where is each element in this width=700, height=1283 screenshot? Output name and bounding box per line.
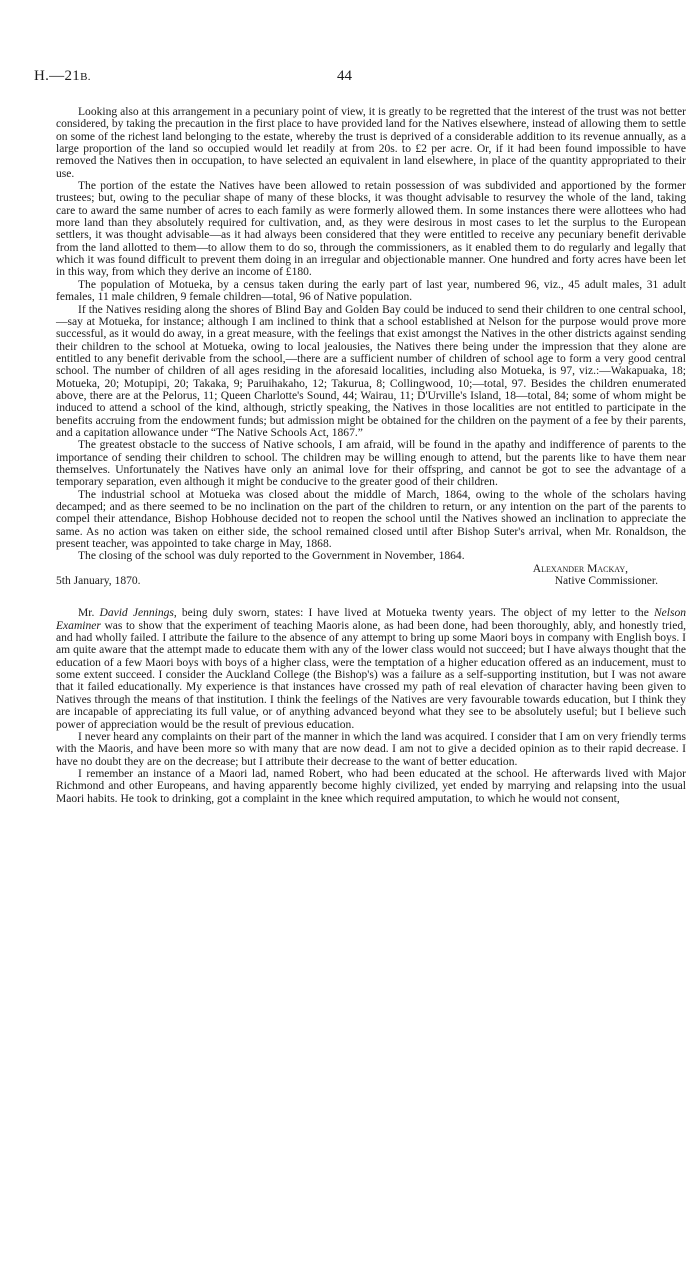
signatory-title: Native Commissioner. (554, 575, 658, 588)
paragraph: The greatest obstacle to the success of Native schools, I am afraid, will be found in the apathy and indifference of parents to the importance of sending their children to school. The children may be willing enough to attend, but the parents like to have them near themselves. Unfortunately the Natives have only an animal love for their offspring, and cannot be got to see the advantage of a temporary separation, even although it might be conducive to the greater good of their children. (56, 439, 686, 489)
section-gap (56, 587, 686, 607)
paragraph: If the Natives residing along the shores of Blind Bay and Golden Bay could be induced to send their children to one central school,—say at Motueka, for instance; although I am inclined to think that a school established at Nelson for the purpose would prove more successful, as it would do away, in a great measure, with the feelings that exist amongst the Natives in the other districts against sending their children to the school at Motueka, owing to local jealousies, the Natives there being under the impression that they alone are entitled to any benefit derivable from the school,—there are a sufficient number of children of school age to form a very good central school. The number of children of all ages residing in the aforesaid localities, including also Motueka, is 97, viz.:—Wakapuaka, 18; Motueka, 20; Motupipi, 20; Takaka, 9; Paruihakaho, 12; Takurua, 8; Collingwood, 10;—total, 97. Besides the children enumerated above, there are at the Pelorus, 11; Queen Charlotte's Sound, 44; Wairau, 11; D'Urville's Island, 18—total, 84; some of whom might be induced to attend a school of the kind, although, strictly speaking, the Natives in those localities are not entitled to participate in the benefits accruing from the endowment funds; but admission might be obtained for the children on the payment of a fee by their parents, and a capitation allowance under “The Native Schools Act, 1867.” (56, 303, 686, 439)
signature-date: 5th January, 1870. (56, 575, 141, 588)
paragraph: The closing of the school was duly reported to the Government in November, 1864. (78, 550, 465, 563)
paragraph: Looking also at this arrangement in a pecuniary point of view, it is greatly to be regretted that the interest of the trust was not better considered, by taking the precaution in the first place to have provided land for the Natives elsewhere, instead of allowing them to settle on some of the richest land belonging to the estate, whereby the trust is deprived of a considerable addition to its revenue annually, as a large proportion of the land so occupied would let readily at from 20s. to £2 per acre. Or, if it had been found impossible to have removed the Natives then in occupation, to have selected an equivalent in land elsewhere, in place of the quantity appropriated to their use. (56, 106, 686, 180)
reference-code: H.—21 (34, 68, 81, 84)
page-number: 44 (337, 68, 352, 84)
paragraph: The industrial school at Motueka was closed about the middle of March, 1864, owing to the whole of the scholars having decamped; and as there seemed to be no inclination on the part of the children to return, or any intention on the part of the parents to compel their attendance, Bishop Hobhouse decided not to reopen the school until the Natives showed an inclination to appreciate the same. As no action was taken on either side, the school remained closed until after Bishop Suter's arrival, when Mr. Ronaldson, the present teacher, was appointed to take charge in May, 1868. (56, 488, 686, 551)
witness-name: David Jennings (99, 607, 174, 620)
testimony-paragraph: I never heard any complaints on their part of the manner in which the land was acquired. I consider that I am on very friendly terms with the Maoris, and have been more so with many that are now dead. I am not to give a decided opinion as to their rapid decrease. I have no doubt they are on the decrease; but I attribute their decrease to the want of better education. (56, 730, 686, 768)
reference-suffix: B. (80, 71, 91, 83)
report-body (56, 106, 686, 805)
signature-line (56, 575, 686, 587)
signatory-name: Alexander Mackay, (532, 562, 628, 575)
testimony-intro: Mr. David Jennings, being duly sworn, states: I have lived at Motueka twenty years. The object of my letter to the Nelson Examiner was to show that the experiment of teaching Maoris alone, as had been done, had been thoroughly, ably, and honestly tried, and had wholly failed. I attribute the failure to the absence of any attempt to bring up some Maori boys in company with English boys. I am quite aware that the attempt made to educate them with any of the lower class would not succeed; but I have always thought that the education of a few Maori boys with boys of a higher class, were the temptation of a higher education offered as an inducement, must to some extent succeed. I consider the Auckland College (the Bishop's) was a failure as a self-supporting institution, but I was not aware that it failed educationally. My experience is that instances have crossed my path of real elevation of character having been given to Natives through the means of that institution. I think the feelings of the Natives are very favourable towards education, but I think they are incapable of appreciating its full value, or of anything advanced beyond what they see to be absolutely useful; but I believe such power of appreciation would be the result of previous education. (56, 607, 687, 731)
testimony-paragraph: I remember an instance of a Maori lad, named Robert, who had been educated at the school. He afterwards lived with Major Richmond and other Europeans, and having apparently become highly civilized, yet ended by marrying and relapsing into the usual Maori habits. He took to drinking, got a complaint in the knee which required amputation, to which he would not consent, (56, 767, 686, 805)
paragraph: The portion of the estate the Natives have been allowed to retain possession of was subdivided and apportioned by the former trustees; but, owing to the peculiar shape of many of these blocks, it was thought advisable to resurvey the whole of the land, taking care to award the same number of acres to each family as were formerly allowed them. In some instances there were allottees who had more land than they absolutely required for cultivation, and, as they were desirous in most cases to let the surplus to the European settlers, it was thought advisable—as it had always been considered that they were entitled to receive any pecuniary benefit derivable from the land allotted to them—to allow them to do so, through the commissioners, as it enabled them to do regularly and legally that which it was found difficult to prevent them doing in an irregular and objectionable manner. One hundred and forty acres have been let in this way, from which they derive an income of £180. (56, 180, 686, 279)
paragraph: The population of Motueka, by a census taken during the early part of last year, numbered 96, viz., 45 adult males, 31 adult females, 11 male children, 9 female children—total, 96 of Native population. (56, 278, 686, 304)
document-reference (34, 68, 91, 85)
newspaper-title: Nelson Examiner (56, 607, 687, 632)
signature-block (56, 563, 686, 575)
